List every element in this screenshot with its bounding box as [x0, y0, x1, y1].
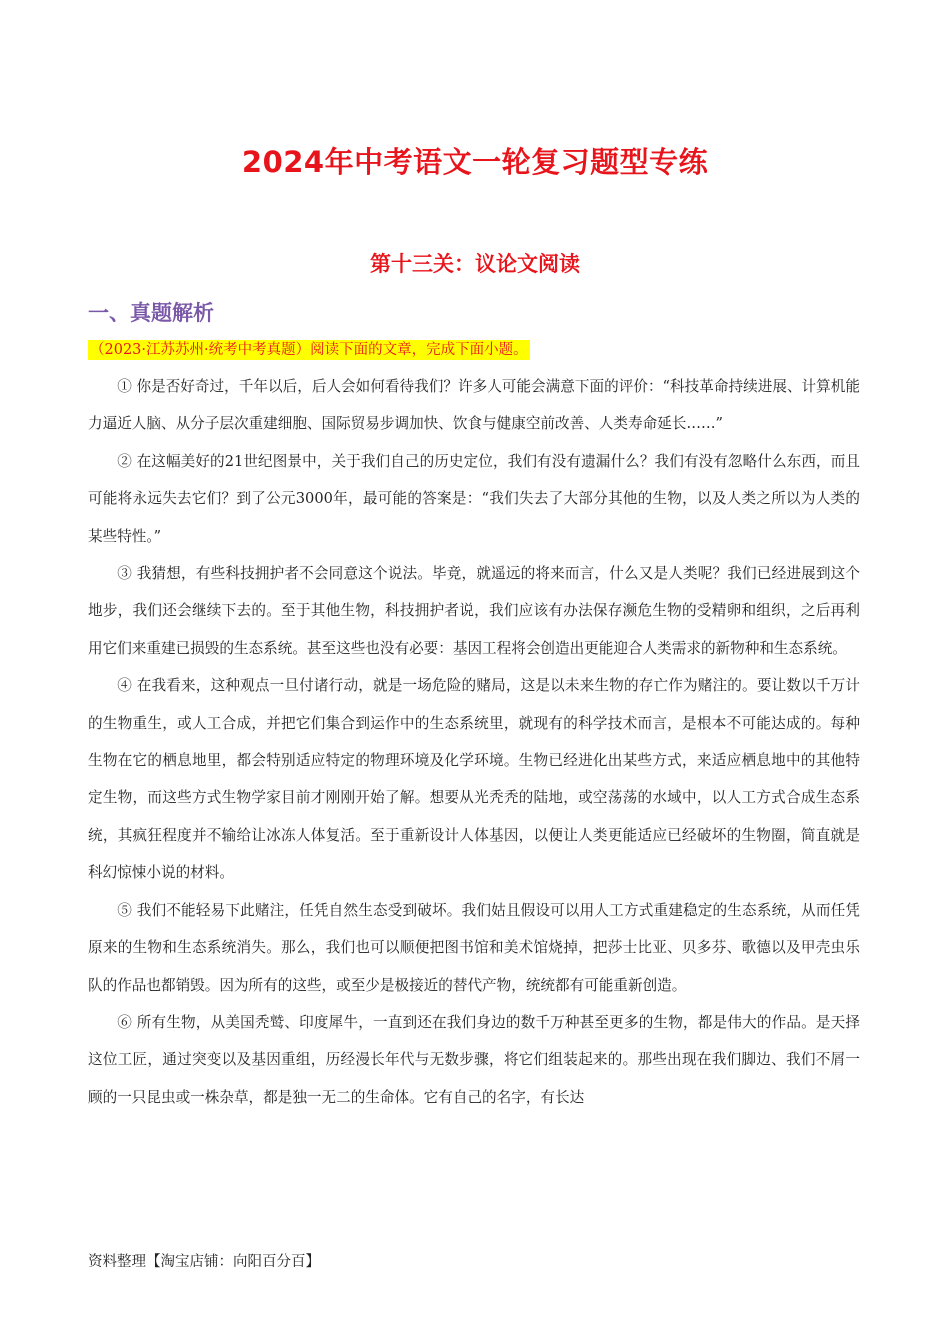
section-heading: 一、真题解析 — [88, 301, 214, 325]
article-body — [88, 368, 860, 1116]
page-subtitle: 第十三关：议论文阅读 — [370, 252, 580, 276]
source-note: （2023·江苏苏州·统考中考真题）阅读下面的文章，完成下面小题。 — [90, 342, 528, 358]
paragraph-1: ① 你是否好奇过，千年以后，后人会如何看待我们？许多人可能会满意下面的评价：“科技革命持续进展、计算机能力逼近人脑、从分子层次重建细胞、国际贸易步调加快、饮食与健康空前改善、人类寿命延长……” — [88, 378, 860, 433]
paragraph-3: ③ 我猜想，有些科技拥护者不会同意这个说法。毕竟，就遥远的将来而言，什么又是人类呢？我们已经进展到这个地步，我们还会继续下去的。至于其他生物，科技拥护者说，我们应该有办法保存濒危生物的受精卵和组织，之后再利用它们来重建已损毁的生态系统。甚至这些也没有必要：基因工程将会创造出更能迎合人类需求的新物种和生态系统。 — [88, 565, 860, 657]
paragraph-5: ⑤ 我们不能轻易下此赌注，任凭自然生态受到破坏。我们姑且假设可以用人工方式重建稳定的生态系统，从而任凭原来的生物和生态系统消失。那么，我们也可以顺便把图书馆和美术馆烧掉，把莎士比亚、贝多芬、歌德以及甲壳虫乐队的作品也都销毁。因为所有的这些，或至少是极接近的替代产物，统统都有可能重新创造。 — [88, 901, 860, 994]
page-title: 2024年中考语文一轮复习题型专练 — [241, 145, 709, 179]
paragraph-4: ④ 在我看来，这种观点一旦付诸行动，就是一场危险的赌局，这是以未来生物的存亡作为赌注的。要让数以千万计的生物重生，或人工合成，并把它们集合到运作中的生态系统里，就现有的科学技术而言，是根本不可能达成的。每种生物在它的栖息地里，都会特别适应特定的物理环境及化学环境。生物已经进化出某些方式，来适应栖息地中的其他特定生物，而这些方式生物学家目前才刚刚开始了解。想要从光秃秃的陆地，或空荡荡的水域中，以人工方式合成生态系统，其疯狂程度并不输给让冰冻人体复活。至于重新设计人体基因，以便让人类更能适应已经破坏的生物圈，简直就是科幻惊悚小说的材料。 — [88, 677, 860, 882]
paragraph-6: ⑥ 所有生物，从美国秃鹫、印度犀牛，一直到还在我们身边的数千万种甚至更多的生物，都是伟大的作品。是天择这位工匠，通过突变以及基因重组，历经漫长年代与无数步骤，将它们组装起来的。那些出现在我们脚边、我们不屑一顾的一只昆虫或一株杂草，都是独一无二的生命体。它有自己的名字，有长达 — [88, 1013, 860, 1106]
page-footer: 资料整理【淘宝店铺：向阳百分百】 — [88, 1254, 320, 1270]
paragraph-2: ② 在这幅美好的21世纪图景中，关于我们自己的历史定位，我们有没有遗漏什么？我们有没有忽略什么东西，而且可能将永远失去它们？到了公元3000年，最可能的答案是：“我们失去了大部分其他的生物，以及人类之所以为人类的某些特性。” — [88, 452, 860, 545]
